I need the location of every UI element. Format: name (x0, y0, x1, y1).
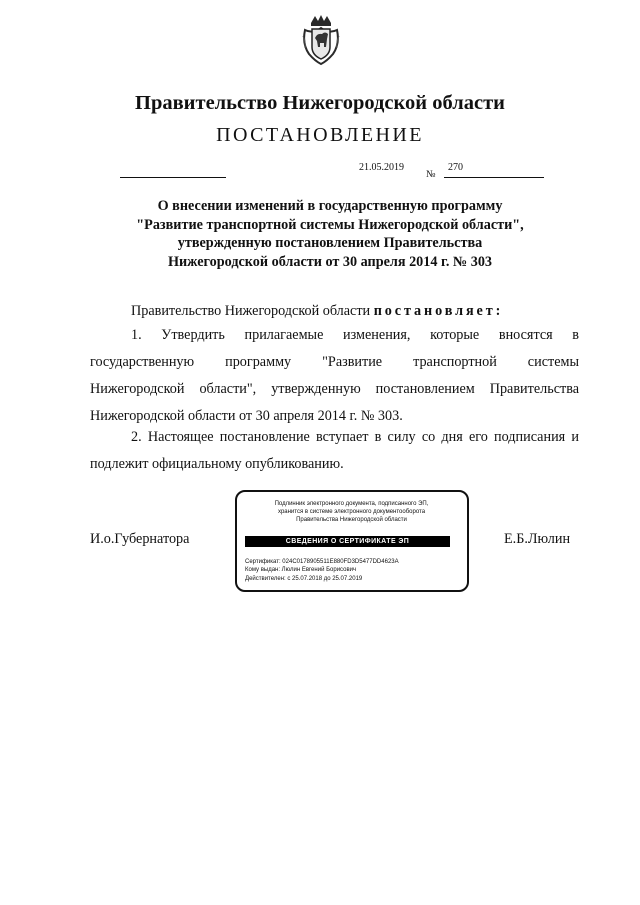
paragraph-line: 1. Утвердить прилагаемые изменения, которые вносятся в (131, 327, 579, 343)
intro-paragraph (131, 298, 503, 325)
document-subject (90, 197, 570, 271)
paragraph-line: государственную программу "Развитие транспортной системы (90, 354, 579, 370)
signer-title: И.о.Губернатора (90, 531, 190, 547)
stamp-notice-line: Правительства Нижегородской области (296, 517, 407, 523)
subject-line: утвержденную постановлением Правительства (177, 235, 483, 251)
number-underline (444, 177, 544, 178)
paragraph-2 (90, 424, 579, 478)
number-sign: № (426, 169, 436, 180)
subject-line: "Развитие транспортной системы Нижегородской области", (136, 216, 524, 233)
date-underline-left (120, 177, 226, 178)
paragraph-line: 2. Настоящее постановление вступает в силу со дня его подписания и (131, 429, 579, 445)
intro-text: Правительство Нижегородской области (131, 303, 374, 319)
government-name: Правительство Нижегородской области (135, 92, 505, 114)
decree-word: постановляет: (373, 303, 504, 319)
certificate-validity: Действителен: с 25.07.2018 до 25.07.2019 (245, 575, 363, 582)
coat-of-arms-icon (301, 14, 341, 66)
stamp-notice (237, 500, 466, 524)
stamp-notice-line: Подлинник электронного документа, подписанного ЭП, (274, 501, 429, 507)
document-type: ПОСТАНОВЛЕНИЕ (216, 124, 424, 146)
paragraph-line: Нижегородской области от 30 апреля 2014 г. № 303. (90, 408, 403, 424)
certificate-id: Сертификат: 024C0178905511E880FD3D5477DD4623A (245, 559, 399, 565)
certificate-owner: Кому выдан: Люлин Евгений Борисович (245, 567, 357, 574)
certificate-banner: СВЕДЕНИЯ О СЕРТИФИКАТЕ ЭП (245, 536, 450, 547)
paragraph-1 (90, 322, 579, 430)
certificate-details (245, 558, 399, 583)
paragraph-line: Нижегородской области", утвержденную постановлением Правительства (90, 381, 579, 397)
subject-line: О внесении изменений в государственную программу (157, 198, 503, 214)
electronic-signature-stamp (235, 490, 469, 592)
document-number: 270 (448, 162, 463, 173)
document-date: 21.05.2019 (359, 162, 404, 173)
subject-line: Нижегородской области от 30 апреля 2014 г. № 303 (167, 253, 493, 270)
signer-name: Е.Б.Люлин (504, 531, 571, 547)
paragraph-line: подлежит официальному опубликованию. (90, 456, 344, 472)
stamp-notice-line: хранится в системе электронного документооборота (277, 509, 426, 515)
